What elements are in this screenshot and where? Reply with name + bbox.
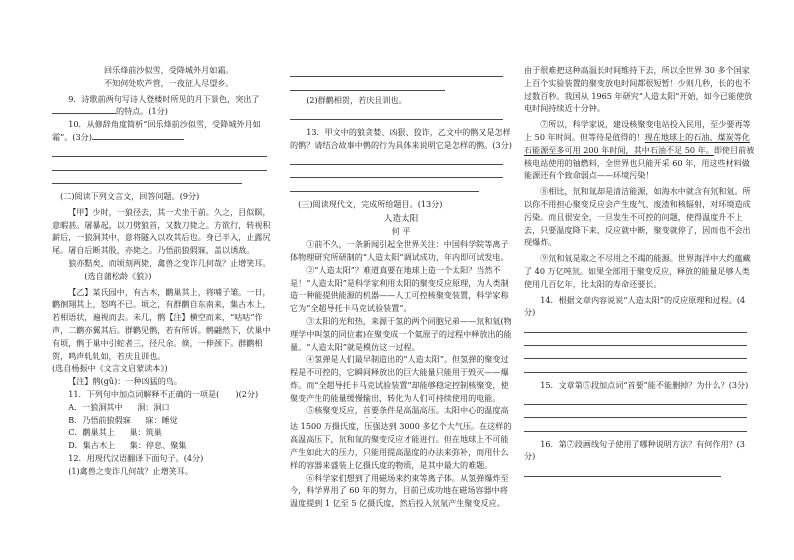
section-2-heading: (二)阅读下列文言文，回答问题。(9分)	[60, 190, 200, 201]
fill-blank	[52, 105, 116, 114]
answer-line	[524, 392, 747, 405]
article-paragraph-6-continued: 由于很难把这种高温长时间维持下去，所以全世界 30 多个国家上百个实验装置的聚变放电时间都很短暂！少则几秒，长的也不过数百秒。我国从 1965 年研究“人造太阳”开始，如今已能使放电时间持续近十分钟。	[524, 65, 753, 114]
question-11-option-c	[52, 426, 276, 439]
option-text: C．鹳巢其上	[68, 427, 115, 438]
paragraph-text: 即使目前被核电站使用的铀燃料，全世界也只能开采 60 年，用这些材料做能源还有个致命弱点——环境污染！	[524, 144, 755, 181]
question-9	[52, 93, 276, 119]
answer-line	[524, 333, 747, 346]
article-author: 何 平	[391, 226, 411, 237]
answer-line	[290, 77, 445, 90]
paragraph-text: ⑦所以，科学家说，建设核聚变电站投入民用，至少要再等上 50 年时间。但等待是值得的！	[524, 119, 751, 142]
answer-line	[524, 463, 721, 476]
question-10-text: 10．从修辞角度简析“回乐烽前沙似雪，受降城外月如霜”。(3分)	[52, 119, 261, 142]
answer-line	[524, 405, 747, 418]
option-text: A．一狼洞其中	[68, 401, 123, 412]
section-3-heading: (三)阅读现代文，完成所给题目。(13分)	[298, 198, 443, 209]
passage-b: 【乙】某氏园中，有古木，鹳巢其上，将哺子雏。一日，鹳徊翔其上，怒鸣不已。顷之，有群鹳自东南来，集古木上，若相语状，遍视而去。未几，鹘【注】横空而来，“咕咕”作声，二鹳亦翼其后。群鹳见鹘，若有所诉。鹘翩然下，伏巢中有顷，鹘于巢中引蛇者三，径尺余。倏，一伸颈下。群鹳相贺，鸣声轧轧如，若庆且训也。	[52, 286, 271, 361]
question-9-text: 9．诗歌前两句写诗人登楼时所见的月下景色，突出了	[68, 93, 260, 104]
article-paragraph-9: ⑨氘和氚是取之不尽用之不竭的能源。世界海洋中大约蕴藏了 40 万亿吨氘。如果全部用于聚变反应，释放的能量足够人类使用几百亿年，比太阳的寿命还要长。	[524, 253, 751, 289]
underlined-sentence: 现在地球上的石油、煤炭等化石能源至多可用 200 年时间，其中石油不足 50 年。	[524, 131, 750, 155]
article-paragraph-4: ④氢弹是人们最早制造出的“人造太阳”。但氢弹的聚变过程是不可控的，它瞬间释放出的巨大能量只能用于毁灭——爆炸。而“全超导托卡马克试验装置”却能够稳定控制核聚变，使聚变产生的能量缓慢输出，转化为人们可持续使用的电能。	[290, 354, 509, 403]
question-9-tail-line	[52, 105, 276, 118]
option-gloss: 巢：筑巢	[129, 427, 162, 438]
question-14: 14．根据文章内容说说“人造太阳”的反应原理和过程。(4分)	[524, 294, 746, 318]
answer-line	[524, 359, 747, 372]
paragraph-text: ⑤核聚变反应，	[306, 405, 363, 416]
article-paragraph-8: ⑧相比，氘和氚却是清洁能源，如海水中就含有氘和氚。所以你不用担心聚变反应会产生废气、废渣和核辐射，对环境造成污染。而且很安全，一旦发生不可控的问题，使得温度升不上去，只要温度降下来，反应就中断，聚变就停了，因而也不会出现爆炸。	[524, 186, 751, 248]
question-11-option-d	[52, 439, 276, 452]
article-paragraph-1: ①前不久，一条新闻引起全世界关注：中国科学院等离子体物理研究所研制的“人造太阳”调试成功，年内即可试发电。	[290, 239, 509, 262]
middle-column	[290, 64, 512, 544]
dotted-keyword: 首要	[362, 405, 380, 416]
article-paragraph-3: ③太阳的光和热，来源于氢的两个同胞兄弟——氘和氚(物理学中叫氢的同位素)在聚变成一个氦原子的过程中释放出的能量。“人造太阳”就是模仿这一过程。	[290, 315, 512, 352]
option-gloss: 洞：洞口	[137, 401, 170, 412]
answer-line	[524, 319, 747, 332]
passage-a-source: (选自蒲松龄《狼》)	[84, 270, 152, 281]
answer-line	[52, 144, 267, 157]
right-column	[524, 64, 756, 544]
answer-line	[290, 107, 503, 120]
answer-line	[524, 346, 747, 359]
option-text: D．集古木上	[68, 440, 116, 451]
answer-line	[290, 64, 503, 77]
article-title: 人造太阳	[383, 213, 419, 224]
option-text: B．乃悟前狼假寐	[68, 414, 131, 425]
question-12-item: (1)禽兽之变诈几何哉？止增笑耳。	[68, 465, 193, 476]
article-paragraph-6: ⑥科学家们想到了用磁场来约束等离子体。从氢弹爆炸至今，科学界用了 60 年的努力，目前已成功地在磁场容器中将温度提到 1 亿至 5 亿摄氏度，然后投入氘氚产生聚变反应。	[290, 472, 509, 509]
answer-line	[290, 165, 503, 178]
question-15: 15．文章第⑤段加点词“首要”能不能删掉？为什么？(3分)	[540, 379, 749, 390]
question-11-option-b	[52, 414, 276, 427]
answer-line	[52, 157, 267, 170]
article-paragraph-5	[290, 404, 512, 471]
article-paragraph-7	[524, 118, 756, 182]
question-11: 11．下列句中加点词解释不正确的一项是( )(2分)	[68, 388, 259, 399]
passage-a: 【甲】少时，一狼径去，其一犬坐于前。久之，目似瞑，意暇甚。屠暴起，以刀劈狼首，又数刀毙之。方欲行，转视积薪后，一狼洞其中，意将隧入以攻其后也。身已半入，止露尻尾。屠自后断其股，亦毙之。乃悟前狼假寐，盖以诱敌。	[52, 206, 271, 256]
article-paragraph-2: ②“人造太阳”？难道真要在地球上造一个太阳？当然不是！“人造太阳”是科学家利用太阳的聚变反应原理，为人类制造一种能提供能源的机器——人工可控核聚变装置，科学家称它为“全超导托卡马克试验装置”。	[290, 264, 509, 314]
paragraph-text: 条件是高温高压。太阳中心的温度高达 1500 万摄氏度，压强达到 3000 多亿个大气压。在这样的高温高压下，氘和氚的聚变反应才能进行。但在地球上不可能产生如此大的压力，只能用提高温度的办法来弥补，而用什么样的容器来盛装上亿摄氏度的物质，是其中最大的难题。	[290, 405, 512, 470]
answer-line	[524, 418, 747, 431]
passage-a-closing: 狼亦黠矣，而顷刻两毙，禽兽之变诈几何哉？止增笑耳。	[68, 257, 271, 268]
answer-line	[52, 171, 242, 184]
question-9-tail: 的特点。(1分)	[116, 106, 168, 117]
passage-b-source: (选自杨振中《文言文启蒙读本》)	[52, 363, 168, 374]
answer-line	[290, 178, 479, 191]
poem-line: 不知何处吹芦管，一夜征人尽望乡。	[104, 77, 234, 88]
option-gloss: 集：停息、聚集	[129, 440, 187, 451]
option-gloss: 寐：睡觉	[145, 414, 178, 425]
poem-line: 回乐烽前沙似雪，受降城外月如霜。	[104, 65, 234, 75]
fill-blank	[92, 131, 184, 140]
question-11-option-a	[52, 401, 276, 414]
question-16: 16．第⑦段画线句子使用了哪种说明方法？有何作用？(3分)	[524, 438, 745, 462]
footnote: 【注】鹘(gǔ)：一种凶猛的鸟。	[68, 376, 183, 387]
answer-line	[290, 152, 503, 165]
question-13: 13．甲文中的狼贪婪、凶狠、狡诈，乙文中的鹘又是怎样的鹘？请结合故事中鹘的行为具体来说明它是怎样的鹘。(3分)	[290, 126, 512, 150]
question-10	[52, 118, 276, 144]
question-12: 12．用现代汉语翻译下面句子。(4分)	[68, 452, 204, 463]
left-column	[52, 64, 276, 544]
question-12-item: (2)群鹳相贺，若庆且训也。	[306, 94, 407, 105]
